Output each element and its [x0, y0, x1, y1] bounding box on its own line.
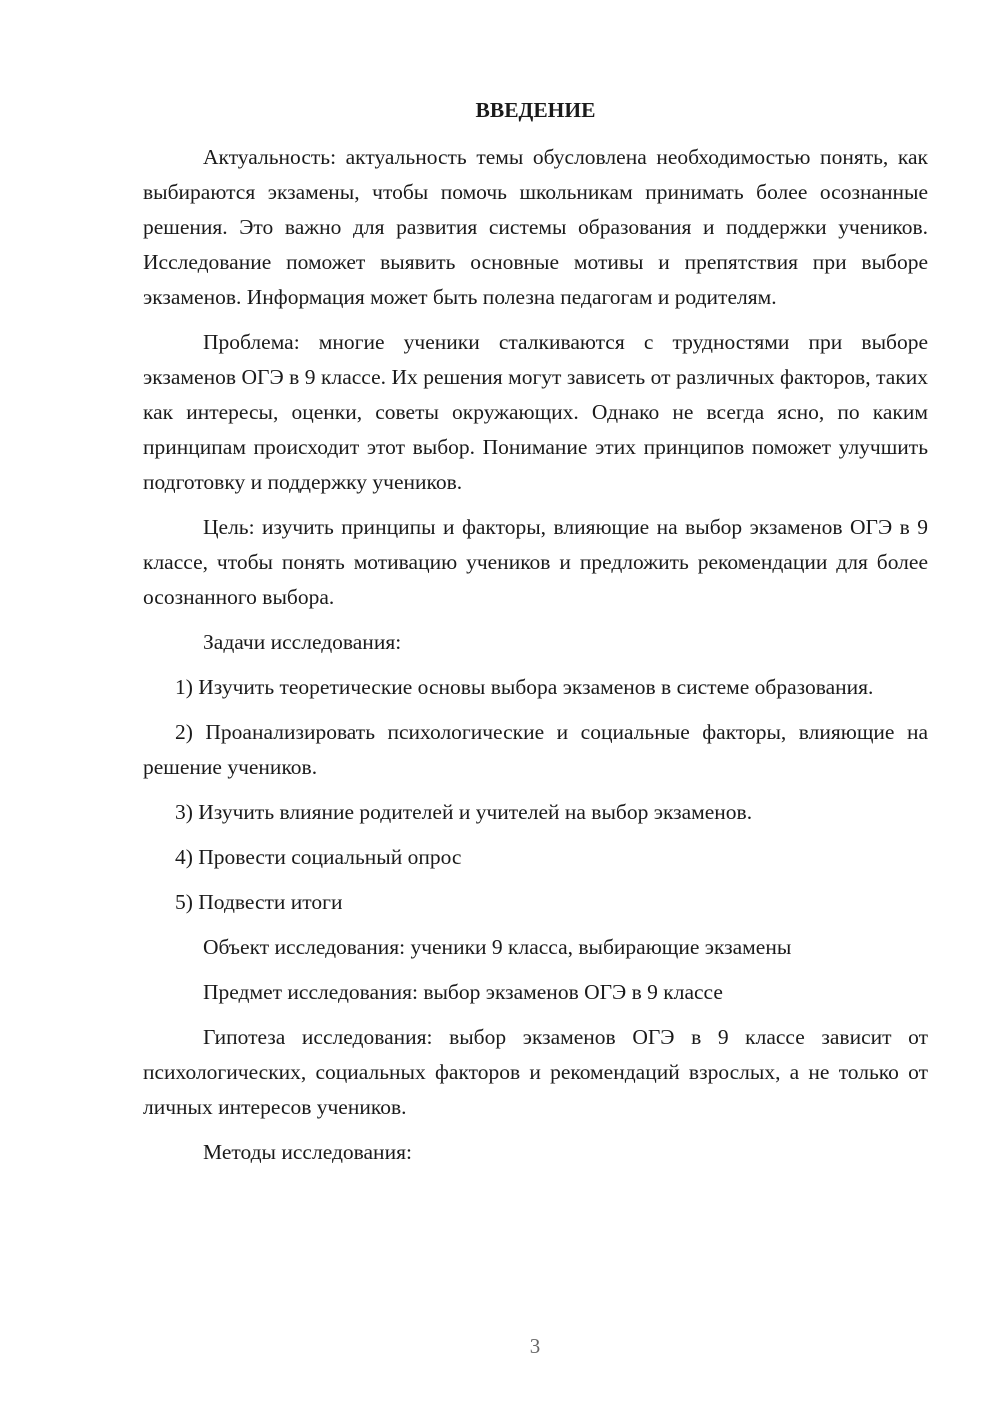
section-title: ВВЕДЕНИЕ	[475, 98, 596, 122]
relevance-paragraph: Актуальность: актуальность темы обусловлена необходимостью понять, как выбираются экзамены, чтобы помочь школьникам принимать более осознанные решения. Это важно для развития системы образования и поддержки учеников. Исследование поможет выявить основные мотивы и препятствия при выборе экзаменов. Информация может быть полезна педагогам и родителям.	[143, 145, 928, 309]
document-page	[143, 96, 928, 1180]
research-subject: Предмет исследования: выбор экзаменов ОГЭ в 9 классе	[203, 980, 723, 1004]
problem-paragraph: Проблема: многие ученики сталкиваются с трудностями при выборе экзаменов ОГЭ в 9 классе. Их решения могут зависеть от различных факторов, таких как интересы, оценки, советы окружающих. Однако не всегда ясно, по каким принципам происходит этот выбор. Понимание этих принципов поможет улучшить подготовку и поддержку учеников.	[143, 330, 928, 494]
goal-paragraph: Цель: изучить принципы и факторы, влияющие на выбор экзаменов ОГЭ в 9 классе, чтобы понять мотивацию учеников и предложить рекомендации для более осознанного выбора.	[143, 515, 928, 609]
research-hypothesis: Гипотеза исследования: выбор экзаменов ОГЭ в 9 классе зависит от психологических, социальных факторов и рекомендаций взрослых, а не только от личных интересов учеников.	[143, 1025, 928, 1119]
task-item-2: 2) Проанализировать психологические и социальные факторы, влияющие на решение учеников.	[143, 720, 928, 779]
research-object: Объект исследования: ученики 9 класса, выбирающие экзамены	[203, 935, 792, 959]
page-number: 3	[529, 1334, 541, 1358]
research-methods: Методы исследования:	[203, 1140, 412, 1164]
task-item-4: 4) Провести социальный опрос	[175, 845, 462, 869]
task-item-5: 5) Подвести итоги	[175, 890, 343, 914]
task-item-3: 3) Изучить влияние родителей и учителей на выбор экзаменов.	[175, 800, 753, 824]
tasks-heading: Задачи исследования:	[203, 630, 402, 654]
task-item-1: 1) Изучить теоретические основы выбора экзаменов в системе образования.	[175, 675, 874, 699]
